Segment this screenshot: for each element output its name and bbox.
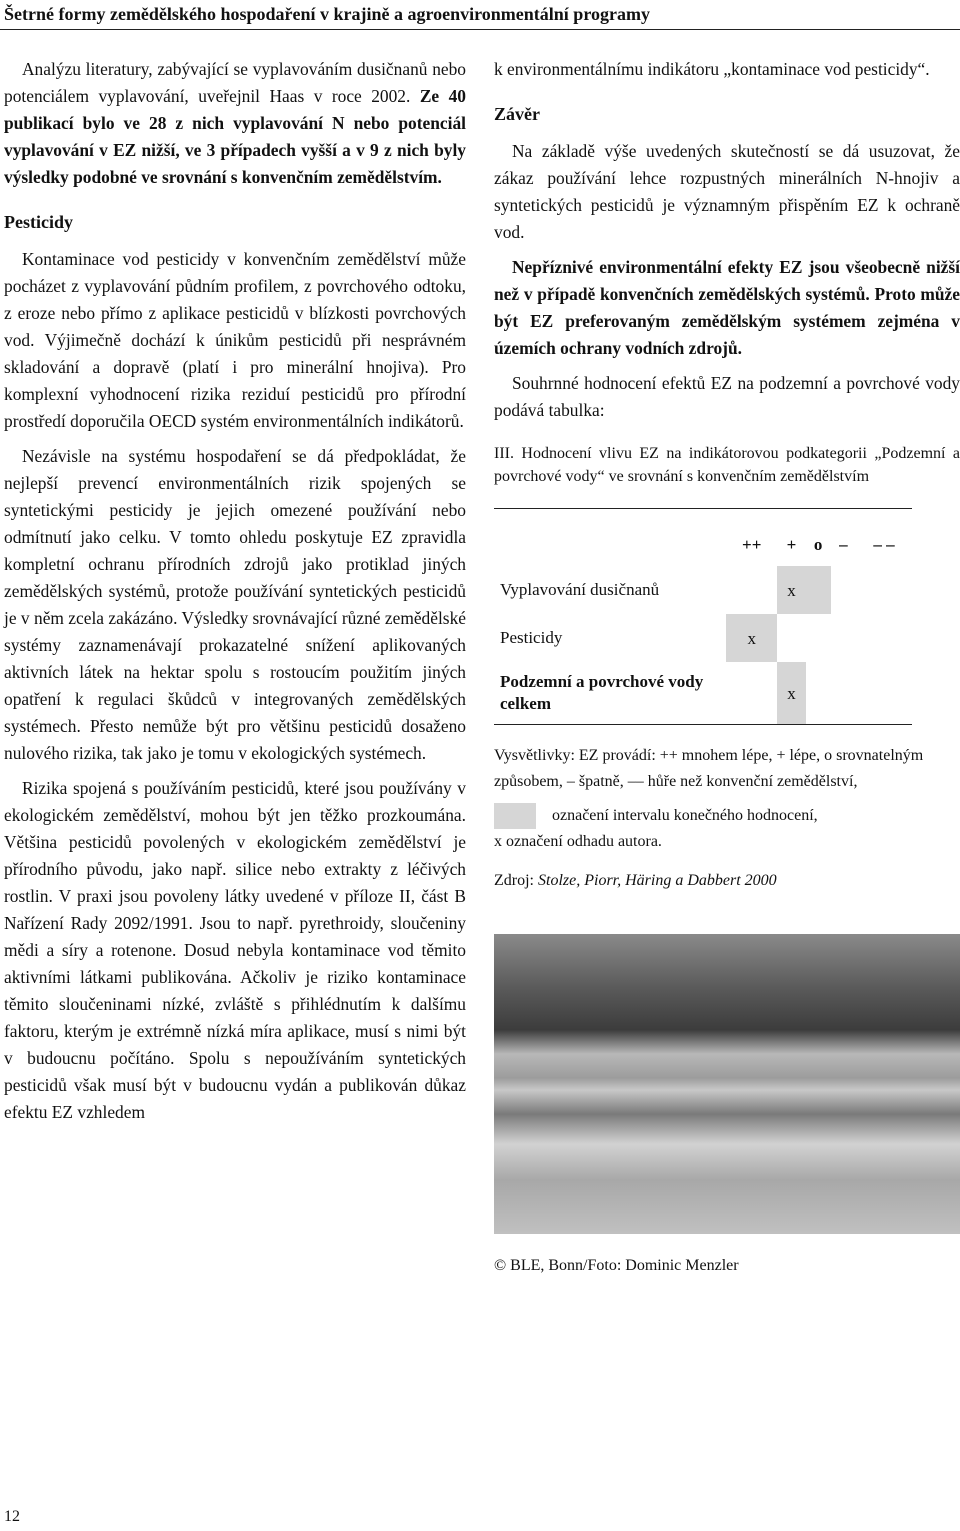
table-corner	[494, 509, 726, 567]
column-header: – –	[873, 534, 895, 554]
table-legend	[494, 743, 960, 855]
table-row	[494, 662, 912, 725]
table-cell	[777, 614, 805, 662]
legend-swatch-text: označení intervalu konečného hodnocení,	[552, 807, 818, 824]
table-cell	[831, 566, 856, 614]
table-cell-shaded: x	[777, 566, 805, 614]
row-label-total: Podzemní a povrchové vody celkem	[500, 672, 704, 713]
table-cell	[806, 662, 831, 725]
source-line	[494, 867, 960, 894]
pesticides-paragraph-1: Kontaminace vod pesticidy v konvenčním zemědělství může pocházet z vyplavování půdním profilem, z povrchového odtoku, z eroze nebo přímo z aplikace pesticidů v blízkosti povrchových vod. Výjimečně dochází k únikům pesticidů při nesprávném skladování a dopravě (platí i pro minerální hnojiva). Pro komplexní vyhodnocení rizika reziduí pesticidů pro přírodní prostředí doporučila OECD systém environmentálních indikátorů.	[4, 249, 466, 431]
table-header-row	[494, 509, 912, 567]
row-label: Vyplavování dusičnanů	[500, 580, 660, 599]
column-header: –	[839, 534, 848, 554]
intro-paragraph	[4, 56, 466, 191]
source-authors: Stolze, Piorr, Häring a Dabbert 2000	[538, 872, 777, 889]
table-cell	[831, 662, 856, 725]
table-cell	[726, 566, 777, 614]
legend-explanation: Vysvětlivky: EZ provádí: ++ mnohem lépe, + lépe, o srovnatelným způsobem, – špatně, –– hůře než konvenční zemědělství,	[494, 747, 924, 790]
table-cell-shaded: x	[777, 662, 805, 725]
shade-swatch	[494, 803, 536, 829]
running-header: Šetrné formy zemědělského hospodaření v krajině a agroenvironmentální programy	[0, 0, 960, 30]
pesticides-paragraph-2: Nezávisle na systému hospodaření se dá předpokládat, že nejlepší prevencí environmentálních rizik spojených se syntetickými pesticidy je jejich omezené používání nebo odmítnutí jako celku. V tomto ohledu poskytuje EZ zpravidla kompletní ochranu přírodních zdrojů jako protiklad jiných zemědělských systémů, protože používání syntetických pesticidů je v něm zcela zakázáno. Výsledky srovnávající různé zemědělské systémy zaznamenávají prokazatelné snížení aplikovaných aktivních látek na hektar spolu s rostoucím použitím jiných opatření k regulaci škůdců v integrovaných zemědělských systémech. Přesto nemůže být pro většinu pesticidů dosaženo nulového rizika, tak jako je tomu v ekologických systémech.	[4, 446, 466, 763]
table-cell	[856, 662, 912, 725]
legend-swatch-row	[494, 803, 960, 829]
column-header: +	[786, 534, 797, 554]
row-label: Pesticidy	[500, 628, 563, 647]
photo-credit: © BLE, Bonn/Foto: Dominic Menzler	[494, 1257, 739, 1274]
table-cell	[726, 662, 777, 725]
pesticides-paragraph-3: Rizika spojená s používáním pesticidů, které jsou používány v ekologickém zemědělství, mohou být jen těžko prozkoumána. Většina pesticidů povolených v ekologickém zemědělství je přírodního původu, jako např. silice nebo extrakty z léčivých rostlin. V praxi jsou povoleny látky uvedené v příloze II, část B Nařízení Rady 2092/1991. Jsou to např. pyrethroidy, sloučeniny mědi a síry a rotenone. Dosud nebyla kontaminace vod těmito aktivními látkami publikována. Ačkoliv je riziko kontaminace těmito sloučeninami nízké, zvláště s přihlédnutím k dalšímu faktoru, kterým je extrémně nízká míra aplikace, musí s nimi být v budoucnu počítáno. Spolu s nepoužíváním syntetických pesticidů však musí být v budoucnu vydán a publikován důkaz efektu EZ vzhledem	[4, 778, 466, 1122]
table-cell	[856, 566, 912, 614]
legend-x-text: x označení odhadu autora.	[494, 833, 662, 850]
table-caption: III. Hodnocení vlivu EZ na indikátorovou podkategorii „Podzemní a povrchové vody“ ve srovnání s konvenčním zemědělstvím	[494, 445, 960, 485]
landscape-photo	[494, 934, 960, 1234]
section-heading-conclusion: Závěr	[494, 104, 540, 124]
table-cell	[831, 614, 856, 662]
right-column	[494, 56, 960, 1279]
continuation-paragraph: k environmentálnímu indikátoru „kontaminace vod pesticidy“.	[494, 59, 930, 79]
left-column	[4, 56, 466, 1126]
page-number: 12	[4, 1508, 20, 1525]
source-label: Zdroj:	[494, 872, 534, 889]
intro-text: Analýzu literatury, zabývající se vyplavováním dusičnanů nebo potenciálem vyplavování, uveřejnil Haas v roce 2002.	[4, 59, 466, 106]
conclusion-paragraph-3: Souhrnné hodnocení efektů EZ na podzemní a povrchové vody podává tabulka:	[494, 373, 960, 420]
evaluation-table	[494, 508, 912, 725]
column-header: o	[813, 534, 823, 554]
intro-bold-text: Ze 40 publikací bylo ve 28 z nich vyplavování N nebo potenciál vyplavování v EZ nižší, ve 3 případech vyšší a v 9 z nich byly výsledky podobné ve srovnání s konvenčním zemědělstvím.	[4, 86, 466, 187]
column-header: ++	[742, 534, 762, 554]
conclusion-paragraph-bold: Nepříznivé environmentální efekty EZ jsou všeobecně nižší než v případě konvenčních zemědělských systémů. Proto může být EZ preferovaným zemědělským systémem zejména v územích ochrany vodních zdrojů.	[494, 257, 960, 358]
table-row	[494, 614, 912, 662]
table-cell-shaded	[806, 566, 831, 614]
table-row	[494, 566, 912, 614]
table-cell	[806, 614, 831, 662]
conclusion-paragraph-1: Na základě výše uvedených skutečností se dá usuzovat, že zákaz používání lehce rozpustných minerálních N-hnojiv a syntetických pesticidů je významným přispěním EZ k ochraně vod.	[494, 141, 960, 242]
table-cell-shaded: x	[726, 614, 777, 662]
section-heading-pesticides: Pesticidy	[4, 212, 73, 232]
table-cell	[856, 614, 912, 662]
